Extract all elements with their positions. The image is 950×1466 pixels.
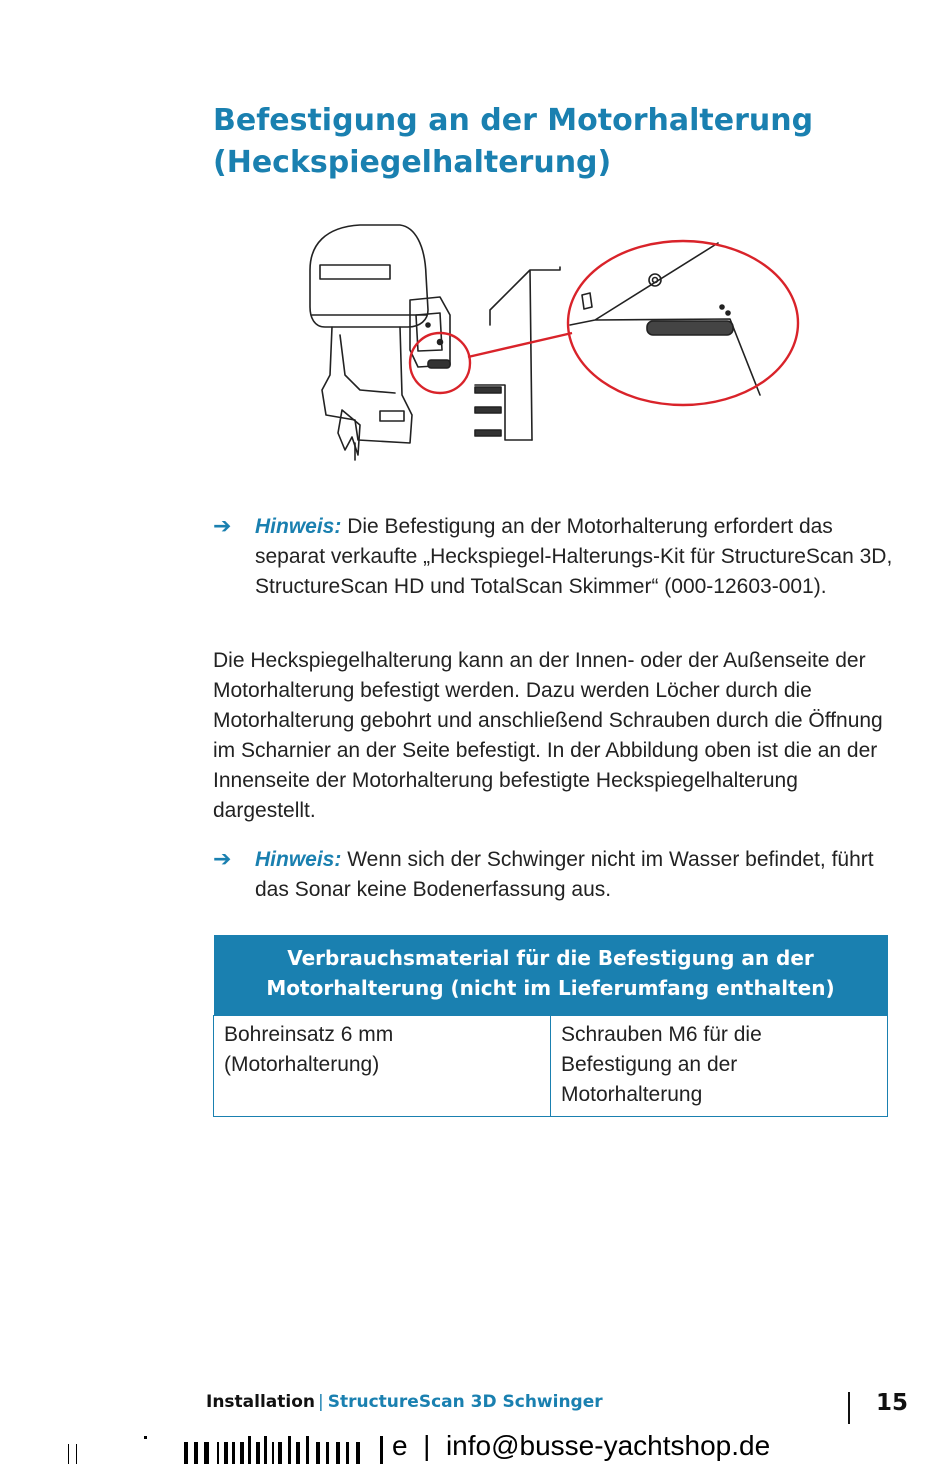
page-heading [213, 100, 893, 184]
note-label: Hinweis: [255, 848, 342, 871]
note-water-detection [213, 845, 893, 905]
motor-bracket [410, 297, 450, 367]
note-text: Wenn sich der Schwinger nicht im Wasser befindet, führt das Sonar keine Bodenerfassung aus. [255, 848, 874, 901]
arrow-right-icon: ➔ [213, 847, 232, 872]
table-cell: Bohreinsatz 6 mm (Motorhalterung) [214, 1016, 551, 1117]
detail-hull [570, 243, 760, 395]
transom-mount-illustration [300, 215, 810, 480]
note-text: Die Befestigung an der Motorhalterung erfordert das separat verkaufte „Heckspiegel-Halterungs-Kit für StructureScan 3D, StructureScan HD und TotalScan Skimmer“ (000-12603-001). [255, 515, 893, 598]
note-body [255, 512, 893, 602]
watermark-strip [0, 1428, 950, 1466]
arrow-right-icon: ➔ [213, 514, 232, 539]
watermark-text: e | info@busse-yachtshop.de [392, 1430, 771, 1461]
footer-divider [848, 1392, 850, 1424]
footer-separator: | [318, 1392, 324, 1412]
table-row [214, 1016, 888, 1117]
page-number: 15 [876, 1390, 909, 1416]
supply-table-header: Verbrauchsmaterial für die Befestigung an der Motorhalterung (nicht im Lieferumfang enthalten) [214, 935, 888, 1016]
footer-breadcrumb [206, 1392, 603, 1412]
note-label: Hinweis: [255, 515, 342, 538]
boat-hull [490, 267, 560, 440]
barcode-graphic [0, 1428, 400, 1466]
transducer-detail [647, 321, 733, 335]
footer-subsection: StructureScan 3D Schwinger [327, 1392, 603, 1412]
heading-line-1: Befestigung an der Motorhalterung [213, 103, 814, 138]
table-cell: Schrauben M6 für die Befestigung an der Motorhalterung [551, 1016, 888, 1117]
heading-line-2: (Heckspiegelhalterung) [213, 145, 612, 180]
note-body [255, 845, 893, 905]
note-transom-kit [213, 512, 893, 602]
motor-leg [322, 327, 412, 443]
highlight-connector [468, 333, 572, 357]
motor-label-plate [320, 265, 390, 279]
body-paragraph: Die Heckspiegelhalterung kann an der Innen- oder der Außenseite der Motorhalterung befestigt werden. Dazu werden Löcher durch die Motorhalterung gebohrt und anschließend Schrauben durch die Öffnung im Scharnier an der Seite befestigt. In der Abbildung oben ist die an der Innenseite der Motorhalterung befestigte Heckspiegelhalterung dargestellt. [213, 649, 883, 822]
supply-table [213, 935, 888, 1117]
footer-section: Installation [206, 1392, 316, 1412]
transducer-small [428, 360, 450, 368]
